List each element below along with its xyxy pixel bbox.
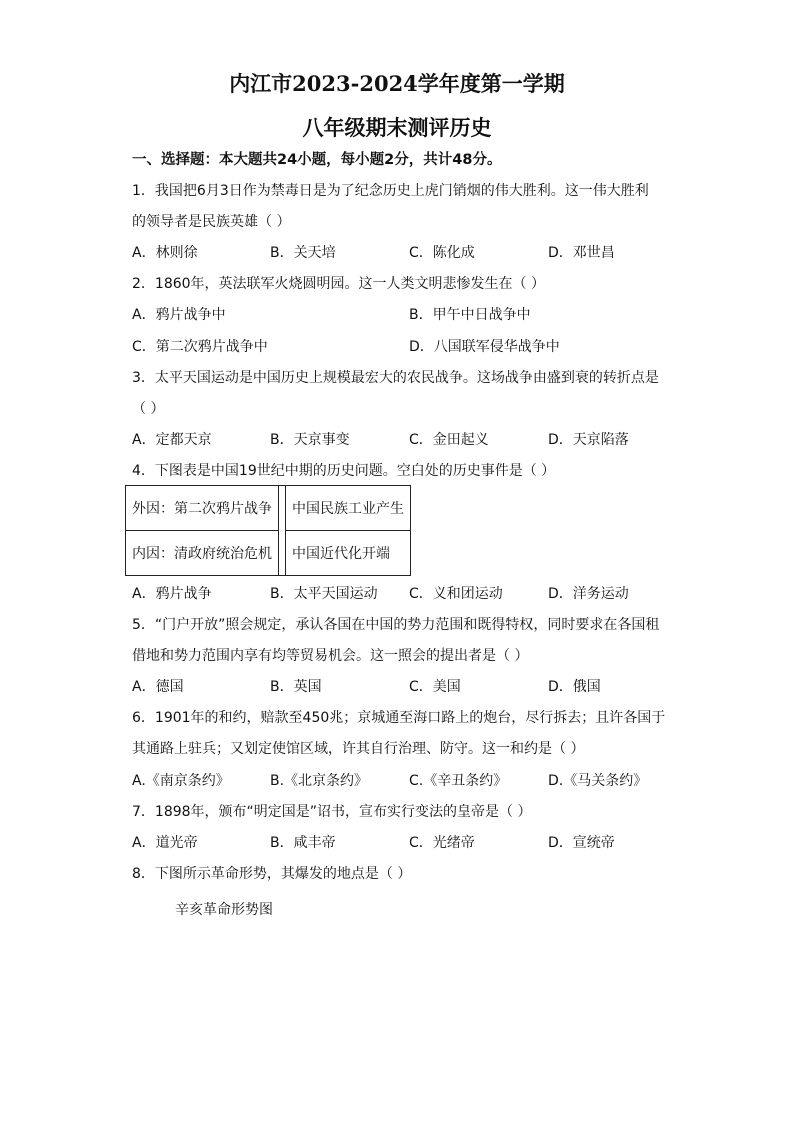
q4-table-internal-cause: 内因：清政府统治危机 [126,531,279,576]
q7-option-d[interactable]: D．宣统帝 [548,835,615,851]
q3-option-c[interactable]: C．金田起义 [409,432,489,448]
q2-option-c[interactable]: C．第二次鸦片战争中 [132,339,268,355]
exam-title-line2: 八年级期末测评历史 [302,115,492,140]
q5-option-c[interactable]: C．美国 [409,679,461,695]
q5-option-a[interactable]: A．德国 [132,679,184,695]
q4-table-result-top: 中国民族工业产生 [286,486,411,531]
q5-stem-line1: 5．“门户开放”照会规定，承认各国在中国的势力范围和既得特权，同时要求在各国租 [132,617,660,633]
q1-option-a[interactable]: A．林则徐 [132,245,198,261]
q4-option-b[interactable]: B．太平天国运动 [270,586,378,602]
q5-option-d[interactable]: D．俄国 [548,679,601,695]
q4-cause-effect-table [125,485,411,576]
q1-stem-line2: 的领导者是民族英雄（ ） [132,214,291,230]
q3-stem-line2: （ ） [132,401,165,417]
q3-option-a[interactable]: A．定都天京 [132,432,212,448]
q3-stem-line1: 3．太平天国运动是中国历史上规模最宏大的农民战争。这场战争由盛到衰的转折点是 [132,370,659,386]
q4-table-external-cause: 外因：第二次鸦片战争 [126,486,279,531]
q6-option-d[interactable]: D.《马关条约》 [548,773,648,789]
q2-stem: 2．1860年，英法联军火烧圆明园。这一人类文明悲惨发生在（ ） [132,276,545,292]
q1-option-d[interactable]: D．邓世昌 [548,245,615,261]
q8-map-caption: 辛亥革命形势图 [175,902,273,918]
q4-stem: 4．下图表是中国19世纪中期的历史问题。空白处的历史事件是（ ） [132,463,556,479]
q6-stem-line2: 其通路上驻兵；又划定使馆区域，许其自行治理、防守。这一和约是（ ） [132,741,585,757]
q2-option-a[interactable]: A．鸦片战争中 [132,307,226,323]
q2-option-d[interactable]: D．八国联军侵华战争中 [409,339,560,355]
q7-option-b[interactable]: B．咸丰帝 [270,835,336,851]
exam-title-line1: 内江市2023-2024学年度第一学期 [229,71,565,96]
q2-option-b[interactable]: B．甲午中日战争中 [409,307,531,323]
q4-option-c[interactable]: C．义和团运动 [409,586,503,602]
q5-option-b[interactable]: B．英国 [270,679,322,695]
q7-option-c[interactable]: C．光绪帝 [409,835,475,851]
q8-stem: 8．下图所示革命形势，其爆发的地点是（ ） [132,866,412,882]
section-heading: 一、选择题：本大题共24小题，每小题2分，共计48分。 [132,152,502,168]
q4-table-blank-cell [279,486,286,576]
q6-option-c[interactable]: C.《辛丑条约》 [409,773,508,789]
q4-option-a[interactable]: A．鸦片战争 [132,586,212,602]
q4-option-d[interactable]: D．洋务运动 [548,586,629,602]
q6-stem-line1: 6．1901年的和约，赔款至450兆；京城通至海口路上的炮台，尽行拆去；且许各国于 [132,710,666,726]
q1-stem-line1: 1．我国把6月3日作为禁毒日是为了纪念历史上虎门销烟的伟大胜利。这一伟大胜利 [132,183,649,199]
q4-table-result-bottom: 中国近代化开端 [286,531,411,576]
q1-option-b[interactable]: B．关天培 [270,245,336,261]
q3-option-b[interactable]: B．天京事变 [270,432,350,448]
q1-option-c[interactable]: C．陈化成 [409,245,475,261]
q6-option-b[interactable]: B.《北京条约》 [270,773,369,789]
q7-stem: 7．1898年，颁布“明定国是”诏书，宣布实行变法的皇帝是（ ） [132,804,532,820]
q3-option-d[interactable]: D．天京陷落 [548,432,629,448]
q7-option-a[interactable]: A．道光帝 [132,835,198,851]
q6-option-a[interactable]: A.《南京条约》 [132,773,230,789]
q5-stem-line2: 借地和势力范围内享有均等贸易机会。这一照会的提出者是（ ） [132,648,529,664]
